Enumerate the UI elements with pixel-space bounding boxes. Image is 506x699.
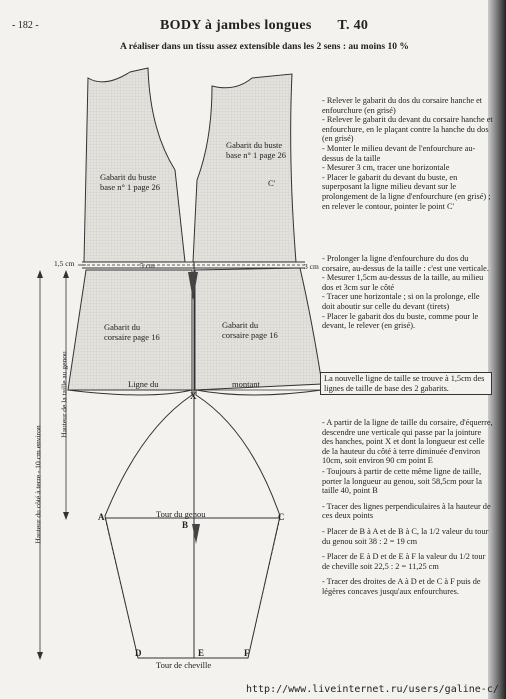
label-montant: montant: [232, 379, 260, 389]
point-c-prime: C': [268, 178, 276, 188]
point-a: A: [98, 512, 105, 522]
page-subtitle: A réaliser dans un tissu assez extensible dans les 2 sens : au moins 10 %: [120, 42, 409, 52]
point-c: C: [278, 512, 285, 522]
note-mid-1: - Prolonger la ligne d'enfourchure du dos du corsaire, au-dessus de la taille : c'est une verticale.: [322, 254, 489, 273]
note-bot-6: - Tracer des droites de A à D et de C à F puis de légères concaves jusqu'aux enfourchures.: [322, 577, 481, 596]
note-mid-4: - Placer le gabarit dos du buste, comme pour le devant, le relever (en grisé).: [322, 311, 479, 331]
note-top-5: - Placer le gabarit du devant du buste, en superposant la ligne milieu devant sur le prolongement de la ligne d'enfourchure (en grisé) ; en relever le contour, pointer le point C': [322, 172, 491, 211]
point-d: D: [135, 648, 142, 658]
label-tour-du-genou: Tour du genou: [156, 509, 206, 519]
guide-a-d: [105, 518, 138, 658]
label-buste-left: Gabarit du buste base n° 1 page 26: [100, 172, 161, 192]
guide-c-f: [248, 518, 280, 658]
note-bot-5: - Placer de E à D et de E à F la valeur du 1/2 tour de cheville soit 22,5 : 2 = 11,25 cm: [322, 552, 486, 571]
leg-outline-left: [68, 390, 192, 658]
source-url: http://www.liveinternet.ru/users/galine-c/: [246, 684, 499, 695]
label-buste-right: Gabarit du buste base n° 1 page 26: [226, 140, 287, 160]
point-b: B: [182, 520, 189, 530]
point-e: E: [198, 648, 205, 658]
leg-outline-right: [196, 390, 322, 658]
page-title: [160, 18, 368, 34]
note-mid-2: - Mesurer 1,5cm au-dessus de la taille, au milieu dos et 3cm sur le côté: [322, 273, 484, 292]
note-bot-1: - A partir de la ligne de taille du corsaire, d'équerre, descendre une verticale qui passe par la jointure des hanches, point X et dont la longueur est celle de la hauteur du côté à terre diminuée d'environ 10cm, soit environ 90 cm point E: [322, 418, 493, 466]
note-bot-2: - Toujours à partir de cette même ligne de taille, porter la longueur au genou, soit 58,5cm pour la taille 40, point B: [322, 466, 482, 496]
arrowhead-2b: [63, 512, 69, 520]
buste-front-piece: [193, 74, 296, 262]
arrowhead-1a: [37, 270, 43, 278]
notes-middle: [322, 254, 494, 331]
label-ligne-du: Ligne du: [128, 379, 159, 389]
meas-3cm: 3 cm: [304, 262, 319, 271]
vertical-label-height: Hauteur du côté à terre - 10 cm environ: [33, 425, 43, 544]
meas-5cm: 5 cm: [140, 261, 155, 270]
point-x: X: [190, 391, 197, 401]
title-text: BODY à jambes longues: [160, 18, 312, 33]
arrowhead-1b: [37, 652, 43, 660]
knee-dart: [192, 524, 200, 544]
note-bot-4: - Placer de B à A et de B à C, la 1/2 valeur du tour du genou soit 38 : 2 = 19 cm: [322, 526, 489, 546]
note-bot-3: - Tracer des lignes perpendiculaires à la hauteur de ces deux points: [322, 501, 491, 521]
note-top-1: - Relever le gabarit du dos du corsaire hanche et enfourchure (en grisé): [322, 96, 483, 115]
note-top-2: - Relever le gabarit du devant du corsaire hanche et enfourchure, en le plaçant contre la hanche du dos (en grisé): [322, 115, 493, 144]
buste-back-piece: [84, 68, 185, 262]
label-corsaire-left: Gabarit du corsaire page 16: [104, 322, 160, 342]
vertical-label-knee: Hauteur de la taille au genou: [59, 351, 69, 438]
notes-bottom: [322, 418, 494, 597]
note-top-4: - Mesurer 3 cm, tracer une horizontale: [322, 163, 450, 173]
label-tour-de-cheville: Tour de cheville: [156, 660, 212, 670]
note-top-3: - Monter le milieu devant de l'enfourchure au-dessus de la taille: [322, 143, 476, 163]
point-f: F: [244, 648, 250, 658]
meas-1-5cm: 1,5 cm: [54, 259, 75, 268]
title-size: T. 40: [337, 18, 369, 33]
page-number: - 182 -: [12, 20, 39, 31]
arrowhead-2a: [63, 270, 69, 278]
note-mid-3: - Tracer une horizontale ; si on la prolonge, elle doit aboutir sur celle du devant (tirets): [322, 292, 480, 311]
label-corsaire-right: Gabarit du corsaire page 16: [222, 320, 278, 340]
notes-top: [322, 96, 494, 211]
notes-boxed: La nouvelle ligne de taille se trouve à 1,5cm des lignes de taille de base des 2 gabarits.: [320, 372, 492, 395]
